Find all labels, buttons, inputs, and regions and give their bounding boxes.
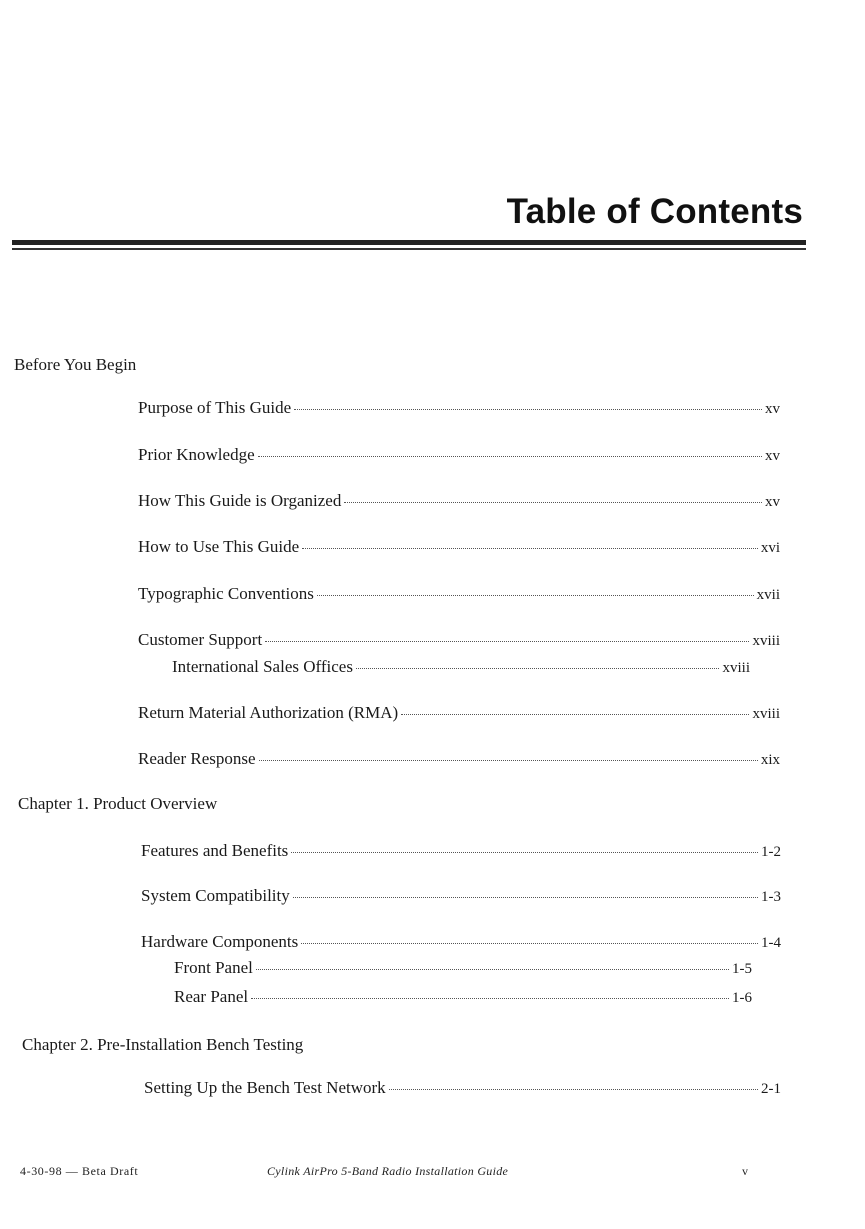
toc-entry[interactable] <box>141 841 781 861</box>
toc-section-heading: Chapter 2. Pre-Installation Bench Testing <box>22 1035 304 1054</box>
toc-section-heading: Before You Begin <box>14 355 137 374</box>
toc-entry[interactable] <box>138 703 780 723</box>
dot-leader <box>256 969 729 970</box>
dot-leader <box>291 852 758 853</box>
title-rule-thick <box>12 240 806 245</box>
toc-entry-page: xviii <box>722 660 750 676</box>
toc-entry-label: How to Use This Guide <box>138 537 300 556</box>
footer-date: 4-30-98 — Beta Draft <box>20 1164 139 1178</box>
toc-subentry[interactable] <box>172 657 750 677</box>
toc-section-heading: Chapter 1. Product Overview <box>18 794 218 813</box>
dot-leader <box>251 998 729 999</box>
toc-entry-page: 1-5 <box>732 961 752 977</box>
toc-entry-page: xv <box>765 494 780 510</box>
footer-document-title: Cylink AirPro 5-Band Radio Installation Guide <box>267 1164 509 1178</box>
toc-entry-page: 1-4 <box>761 935 781 951</box>
toc-entry-label: Customer Support <box>138 630 263 649</box>
toc-entry[interactable] <box>138 398 780 418</box>
toc-entry[interactable] <box>141 932 781 952</box>
toc-entry-page: xix <box>760 752 780 768</box>
toc-entry-page: xviii <box>752 633 780 649</box>
toc-entry-page: 1-2 <box>761 844 781 860</box>
toc-entry[interactable] <box>138 749 780 769</box>
footer-page-number: v <box>742 1164 748 1178</box>
toc-entry-page: xvi <box>760 540 780 556</box>
toc-entry-page: xviii <box>752 706 780 722</box>
toc-entry[interactable] <box>144 1078 781 1098</box>
toc-entry-label: Purpose of This Guide <box>138 398 292 417</box>
dot-leader <box>389 1089 758 1090</box>
page-title: Table of Contents <box>506 192 803 231</box>
toc-entry-label: Return Material Authorization (RMA) <box>138 703 399 722</box>
dot-leader <box>401 714 749 715</box>
dot-leader <box>258 456 762 457</box>
toc-entry-page: xv <box>765 401 780 417</box>
toc-entry-label: How This Guide is Organized <box>138 491 342 510</box>
toc-entry-label: Setting Up the Bench Test Network <box>144 1078 386 1097</box>
title-rule-thin <box>12 248 806 250</box>
dot-leader <box>265 641 749 642</box>
toc-entry-label: Reader Response <box>138 749 256 768</box>
toc-entry-page: 2-1 <box>761 1081 781 1097</box>
toc-entry[interactable] <box>138 445 780 465</box>
toc-entry-label: Prior Knowledge <box>138 445 255 464</box>
toc-entry-page: 1-6 <box>732 990 752 1006</box>
dot-leader <box>301 943 758 944</box>
toc-entry[interactable] <box>138 584 780 604</box>
toc-subentry[interactable] <box>174 987 752 1007</box>
dot-leader <box>294 409 762 410</box>
toc-entry[interactable] <box>138 537 780 557</box>
toc-entry[interactable] <box>138 630 780 650</box>
toc-entry-page: 1-3 <box>761 889 781 905</box>
title-rule <box>12 240 806 252</box>
toc-entry-label: Front Panel <box>174 958 253 977</box>
toc-subentry[interactable] <box>174 958 752 978</box>
toc-entry-page: xvii <box>756 587 780 603</box>
toc-entry[interactable] <box>141 886 781 906</box>
dot-leader <box>302 548 758 549</box>
toc-entry-label: Hardware Components <box>141 932 299 951</box>
toc-entry-label: Rear Panel <box>174 987 249 1006</box>
dot-leader <box>317 595 754 596</box>
dot-leader <box>259 760 758 761</box>
dot-leader <box>356 668 720 669</box>
toc-entry-label: Typographic Conventions <box>138 584 314 603</box>
toc-entry-label: System Compatibility <box>141 886 290 905</box>
dot-leader <box>344 502 762 503</box>
dot-leader <box>293 897 758 898</box>
toc-entry-label: International Sales Offices <box>172 657 353 676</box>
toc-entry-page: xv <box>765 448 780 464</box>
toc-entry[interactable] <box>138 491 780 511</box>
toc-entry-label: Features and Benefits <box>141 841 289 860</box>
